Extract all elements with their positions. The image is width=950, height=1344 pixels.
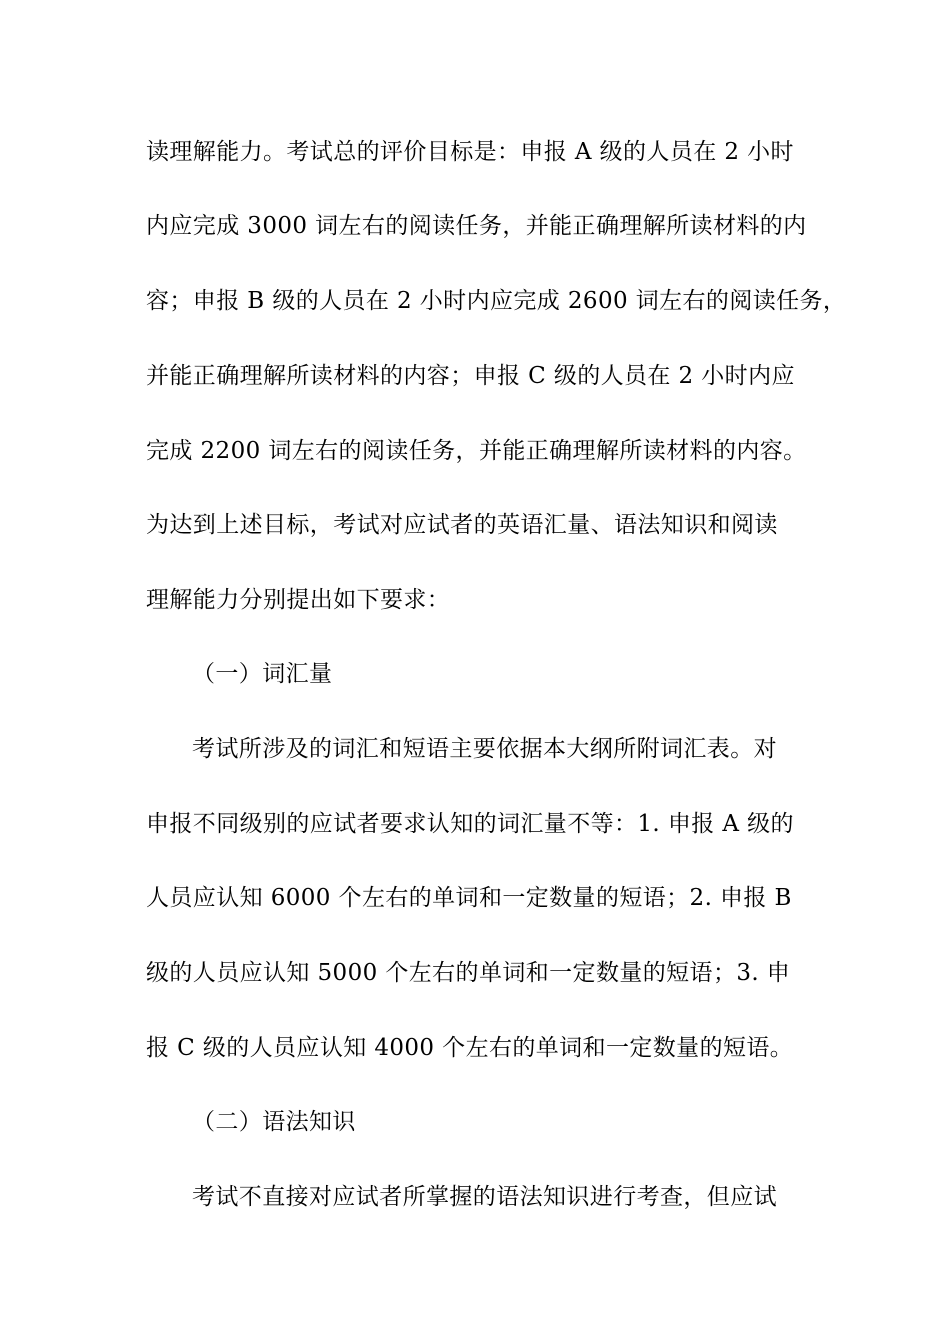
text-line: 并能正确理解所读材料的内容；申报 C 级的人员在 2 小时内应 <box>146 363 795 389</box>
text-line: 考试所涉及的词汇和短语主要依据本大纲所附词汇表。对 <box>192 736 777 762</box>
text-line: 容；申报 B 级的人员在 2 小时内应完成 2600 词左右的阅读任务， <box>146 288 847 314</box>
text-line: 报 C 级的人员应认知 4000 个左右的单词和一定数量的短语。 <box>146 1035 794 1061</box>
text-line: 人员应认知 6000 个左右的单词和一定数量的短语；2. 申报 B <box>146 885 792 911</box>
text-line: 级的人员应认知 5000 个左右的单词和一定数量的短语；3. 申 <box>146 960 791 986</box>
text-line: 考试不直接对应试者所掌握的语法知识进行考查，但应试 <box>192 1184 777 1210</box>
text-line: 读理解能力。考试总的评价目标是：申报 A 级的人员在 2 小时 <box>146 139 794 165</box>
text-line: 为达到上述目标，考试对应试者的英语汇量、语法知识和阅读 <box>146 512 778 538</box>
text-line: 完成 2200 词左右的阅读任务，并能正确理解所读材料的内容。 <box>146 438 807 464</box>
text-line: 理解能力分别提出如下要求： <box>146 587 451 613</box>
text-line: 申报不同级别的应试者要求认知的词汇量不等：1. 申报 A 级的 <box>146 811 794 837</box>
text-line: 内应完成 3000 词左右的阅读任务，并能正确理解所读材料的内 <box>146 213 807 239</box>
section-heading-grammar: （二）语法知识 <box>192 1109 356 1135</box>
section-heading-vocabulary: （一）词汇量 <box>192 661 333 687</box>
